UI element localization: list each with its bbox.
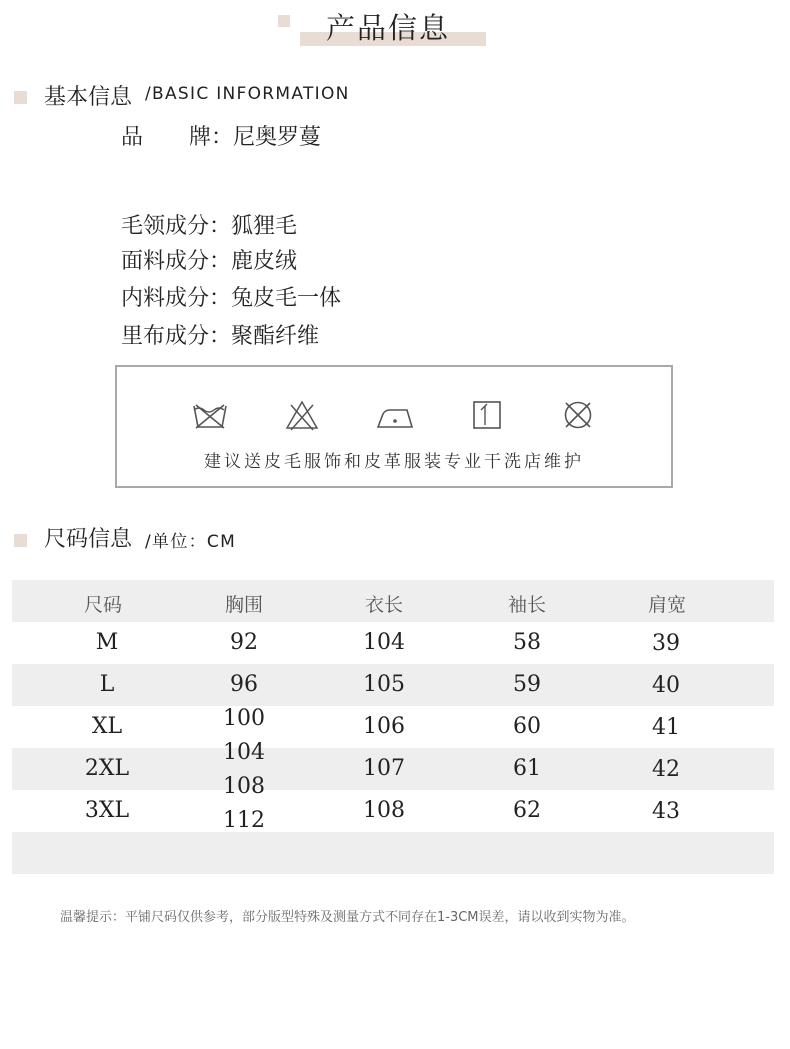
material-line: [121, 209, 297, 240]
size-unit-label: /单位：CM: [145, 532, 237, 552]
material-line: [121, 319, 319, 350]
do-not-tumble-dry-icon: [558, 397, 598, 433]
material-label: 毛领成分：: [121, 214, 232, 239]
shoulder-cell: 42: [652, 757, 680, 782]
size-cell: M: [95, 630, 119, 655]
material-value: 聚酯纤维: [231, 324, 320, 349]
shoulder-cell: 43: [652, 799, 680, 824]
size-cell: XL: [91, 714, 123, 739]
material-line: [121, 281, 341, 312]
header-length: 衣长: [364, 594, 403, 616]
section-marker: [14, 91, 27, 104]
material-value: 狐狸毛: [231, 214, 298, 239]
length-cell: 106: [363, 714, 405, 739]
brand-label-b: 牌：: [189, 125, 234, 150]
table-header-row: [12, 580, 774, 622]
header-sleeve: 袖长: [507, 594, 546, 616]
page-title: 产品信息: [326, 11, 451, 45]
do-not-bleach-icon: [282, 397, 322, 433]
table-row: [12, 832, 774, 874]
brand-label-a: 品: [121, 125, 144, 150]
shoulder-cell: 41: [652, 715, 680, 740]
material-label: 里布成分：: [121, 324, 232, 349]
bust-cell: 104: [223, 740, 265, 765]
material-label: 内料成分：: [121, 286, 232, 311]
length-cell: 108: [363, 798, 405, 823]
size-info-heading: 尺码信息: [44, 527, 133, 552]
care-instruction-text: 建议送皮毛服饰和皮革服装专业干洗店维护: [204, 452, 584, 472]
iron-low-icon: [375, 397, 415, 433]
do-not-wash-icon: [190, 397, 230, 433]
drip-dry-icon: [467, 397, 507, 433]
length-cell: 104: [363, 630, 405, 655]
basic-info-heading-en: /BASIC INFORMATION: [145, 84, 350, 104]
sleeve-cell: 58: [513, 630, 541, 655]
material-value: 兔皮毛一体: [231, 286, 342, 311]
header-size: 尺码: [83, 594, 122, 616]
bust-cell: 108: [223, 774, 265, 799]
sleeve-cell: 59: [513, 672, 541, 697]
header-bust: 胸围: [224, 594, 263, 616]
material-value: 鹿皮绒: [231, 249, 298, 274]
shoulder-cell: 39: [652, 631, 680, 656]
length-cell: 105: [363, 672, 405, 697]
care-instructions-box: [115, 365, 673, 488]
bust-cell: 96: [230, 672, 258, 697]
material-line: [121, 244, 297, 275]
brand-line: [121, 120, 321, 151]
sleeve-cell: 60: [513, 714, 541, 739]
bust-cell: 100: [223, 706, 265, 731]
material-label: 面料成分：: [121, 249, 232, 274]
length-cell: 107: [363, 756, 405, 781]
size-cell: L: [99, 672, 115, 697]
sleeve-cell: 61: [513, 756, 541, 781]
section-marker: [14, 534, 27, 547]
size-cell: 3XL: [84, 798, 130, 823]
basic-info-heading: 基本信息: [44, 85, 133, 110]
size-disclaimer-note: 温馨提示：平铺尺码仅供参考，部分版型特殊及测量方式不同存在1-3CM误差，请以收到实物为准。: [60, 910, 635, 925]
header-shoulder: 肩宽: [647, 594, 686, 616]
sleeve-cell: 62: [513, 798, 541, 823]
bust-cell: 92: [230, 630, 258, 655]
title-decoration-square: [278, 15, 290, 27]
brand-value: 尼奥罗蔓: [233, 125, 322, 150]
shoulder-cell: 40: [652, 673, 680, 698]
size-cell: 2XL: [84, 756, 130, 781]
bust-cell: 112: [223, 808, 265, 833]
